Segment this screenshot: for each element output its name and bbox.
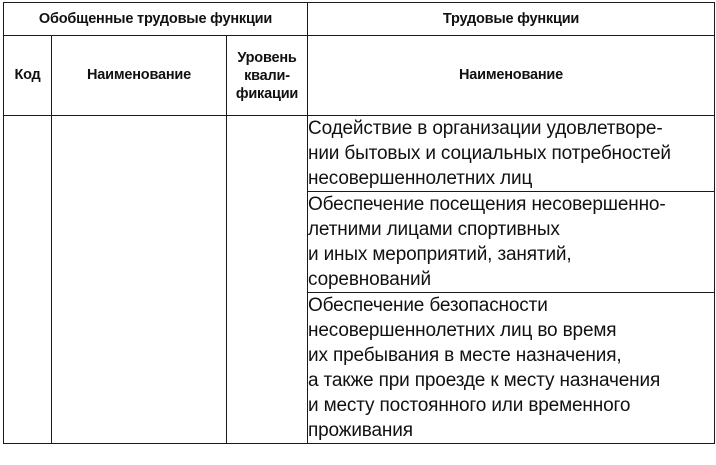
header-row-top [4, 3, 715, 36]
function-text-line: летними лицами спортивных [308, 219, 560, 240]
level-header-line: квали- [244, 67, 290, 84]
function-text-line: несовершеннолетних лиц [308, 168, 533, 189]
function-text-line: и месту постоянного или временного [308, 395, 631, 416]
function-cell [308, 116, 715, 192]
table-row [4, 116, 715, 192]
function-text-line: проживания [308, 420, 413, 441]
level-header-line: фикации [235, 85, 299, 102]
generalized-functions-header: Обобщенные трудовые функции [4, 3, 308, 36]
qualification-level-header [227, 36, 308, 116]
function-name-header: Наименование [308, 36, 715, 116]
function-text-line: несовершеннолетних лиц во время [308, 320, 617, 341]
function-text-line: и иных мероприятий, занятий, [308, 244, 572, 265]
function-text-line: Обеспечение безопасности [308, 295, 548, 316]
function-text-line: Обеспечение посещения несовершенно- [308, 194, 666, 215]
header-row-sub [4, 36, 715, 116]
labor-functions-table [3, 2, 715, 444]
level-cell [227, 116, 308, 444]
function-text-line: Содействие в организации удовлетворе- [308, 118, 663, 139]
level-header-line: Уровень [237, 49, 297, 66]
name-cell [52, 116, 227, 444]
name-header: Наименование [52, 36, 227, 116]
code-cell [4, 116, 52, 444]
function-text-line: их пребывания в месте назначения, [308, 345, 622, 366]
function-text-line: а также при проезде к месту назначения [308, 370, 661, 391]
function-text-line: нии бытовых и социальных потребностей [308, 143, 671, 164]
function-cell [308, 192, 715, 293]
labor-functions-header: Трудовые функции [308, 3, 715, 36]
function-text-line: соревнований [308, 269, 431, 290]
code-header: Код [4, 36, 52, 116]
function-cell [308, 293, 715, 444]
